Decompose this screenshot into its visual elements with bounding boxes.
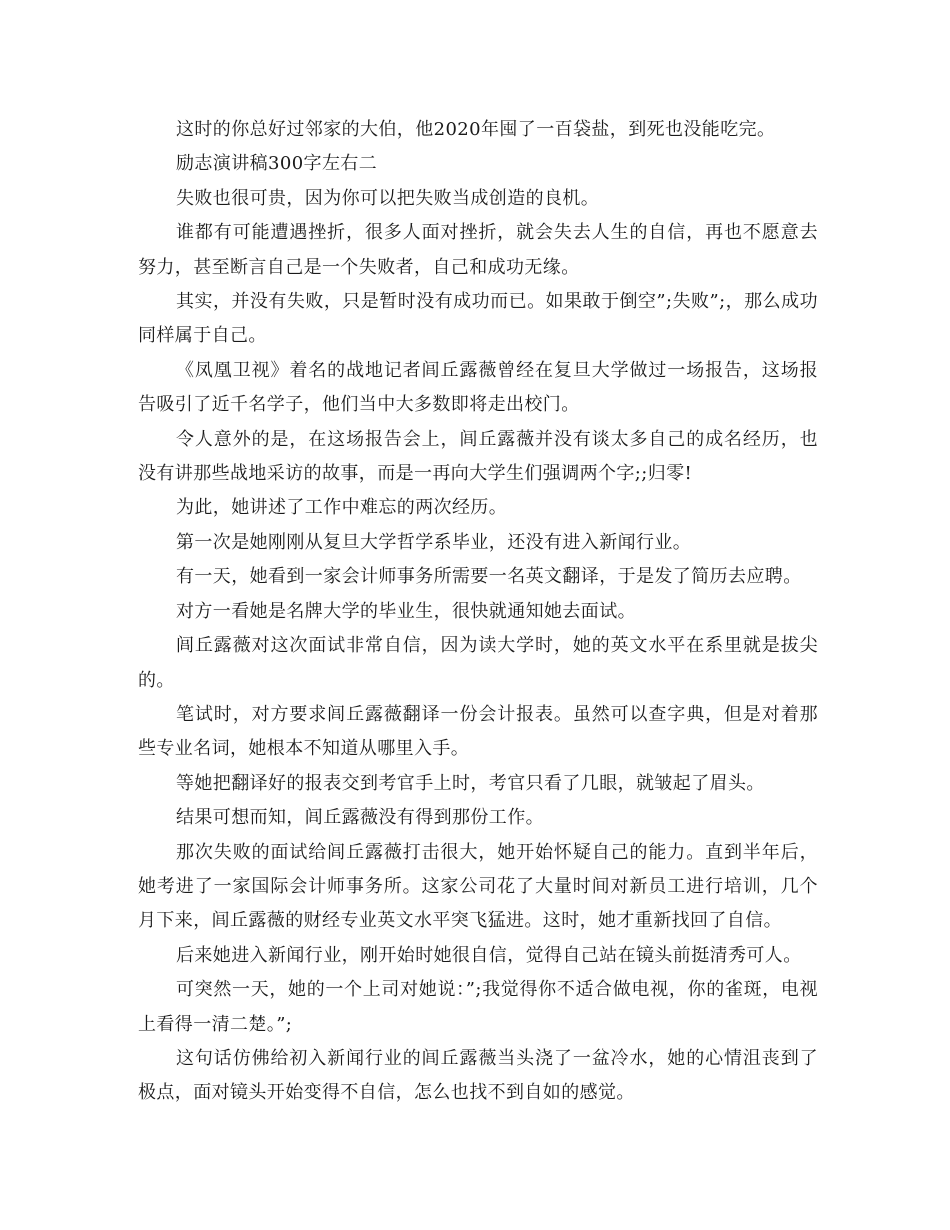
paragraph: 为此，她讲述了工作中难忘的两次经历。 [176, 497, 508, 519]
paragraph: 后来她进入新闻行业，刚开始时她很自信，觉得自己站在镜头前挺清秀可人。 [176, 944, 802, 966]
paragraph: 《凤凰卫视》着名的战地记者闾丘露薇曾经在复旦大学做过一场报告，这场报告吸引了近千名学子，他们当中大多数即将走出校门。 [138, 359, 818, 416]
paragraph: 等她把翻译好的报表交到考官手上时，考官只看了几眼，就皱起了眉头。 [176, 772, 765, 794]
paragraph: 那次失败的面试给闾丘露薇打击很大，她开始怀疑自己的能力。直到半年后，她考进了一家国际会计师事务所。这家公司花了大量时间对新员工进行培训，几个月下来，闾丘露薇的财经专业英文水平突飞猛进。这时，她才重新找回了自信。 [138, 841, 818, 932]
paragraph: 可突然一天，她的一个上司对她说：”;我觉得你不适合做电视，你的雀斑，电视上看得一清二楚。”; [138, 979, 818, 1035]
paragraph: 失败也很可贵，因为你可以把失败当成创造的良机。 [176, 187, 600, 209]
paragraph: 这句话仿佛给初入新闻行业的闾丘露薇当头浇了一盆冷水，她的心情沮丧到了极点，面对镜头开始变得不自信，怎么也找不到自如的感觉。 [138, 1047, 818, 1104]
section-heading: 励志演讲稿300字左右二 [176, 153, 378, 175]
paragraph: 闾丘露薇对这次面试非常自信，因为读大学时，她的英文水平在系里就是拔尖的。 [138, 635, 818, 691]
paragraph: 这时的你总好过邻家的大伯，他2020年囤了一百袋盐，到死也没能吃完。 [176, 119, 776, 140]
paragraph: 第一次是她刚刚从复旦大学哲学系毕业，还没有进入新闻行业。 [176, 531, 692, 553]
paragraph: 其实，并没有失败，只是暂时没有成功而已。如果敢于倒空”;失败”;，那么成功同样属于自己。 [138, 291, 818, 347]
document-body [138, 113, 818, 1111]
paragraph: 对方一看她是名牌大学的毕业生，很快就通知她去面试。 [176, 600, 636, 622]
paragraph: 有一天，她看到一家会计师事务所需要一名英文翻译，于是发了简历去应聘。 [176, 566, 802, 588]
paragraph: 笔试时，对方要求闾丘露薇翻译一份会计报表。虽然可以查字典，但是对着那些专业名词，她根本不知道从哪里入手。 [138, 703, 818, 760]
paragraph: 令人意外的是，在这场报告会上，闾丘露薇并没有谈太多自己的成名经历，也没有讲那些战地采访的故事，而是一再向大学生们强调两个字;;归零! [138, 428, 818, 485]
paragraph: 结果可想而知，闾丘露薇没有得到那份工作。 [176, 807, 544, 829]
paragraph: 谁都有可能遭遇挫折，很多人面对挫折，就会失去人生的自信，再也不愿意去努力，甚至断言自己是一个失败者，自己和成功无缘。 [138, 222, 818, 278]
